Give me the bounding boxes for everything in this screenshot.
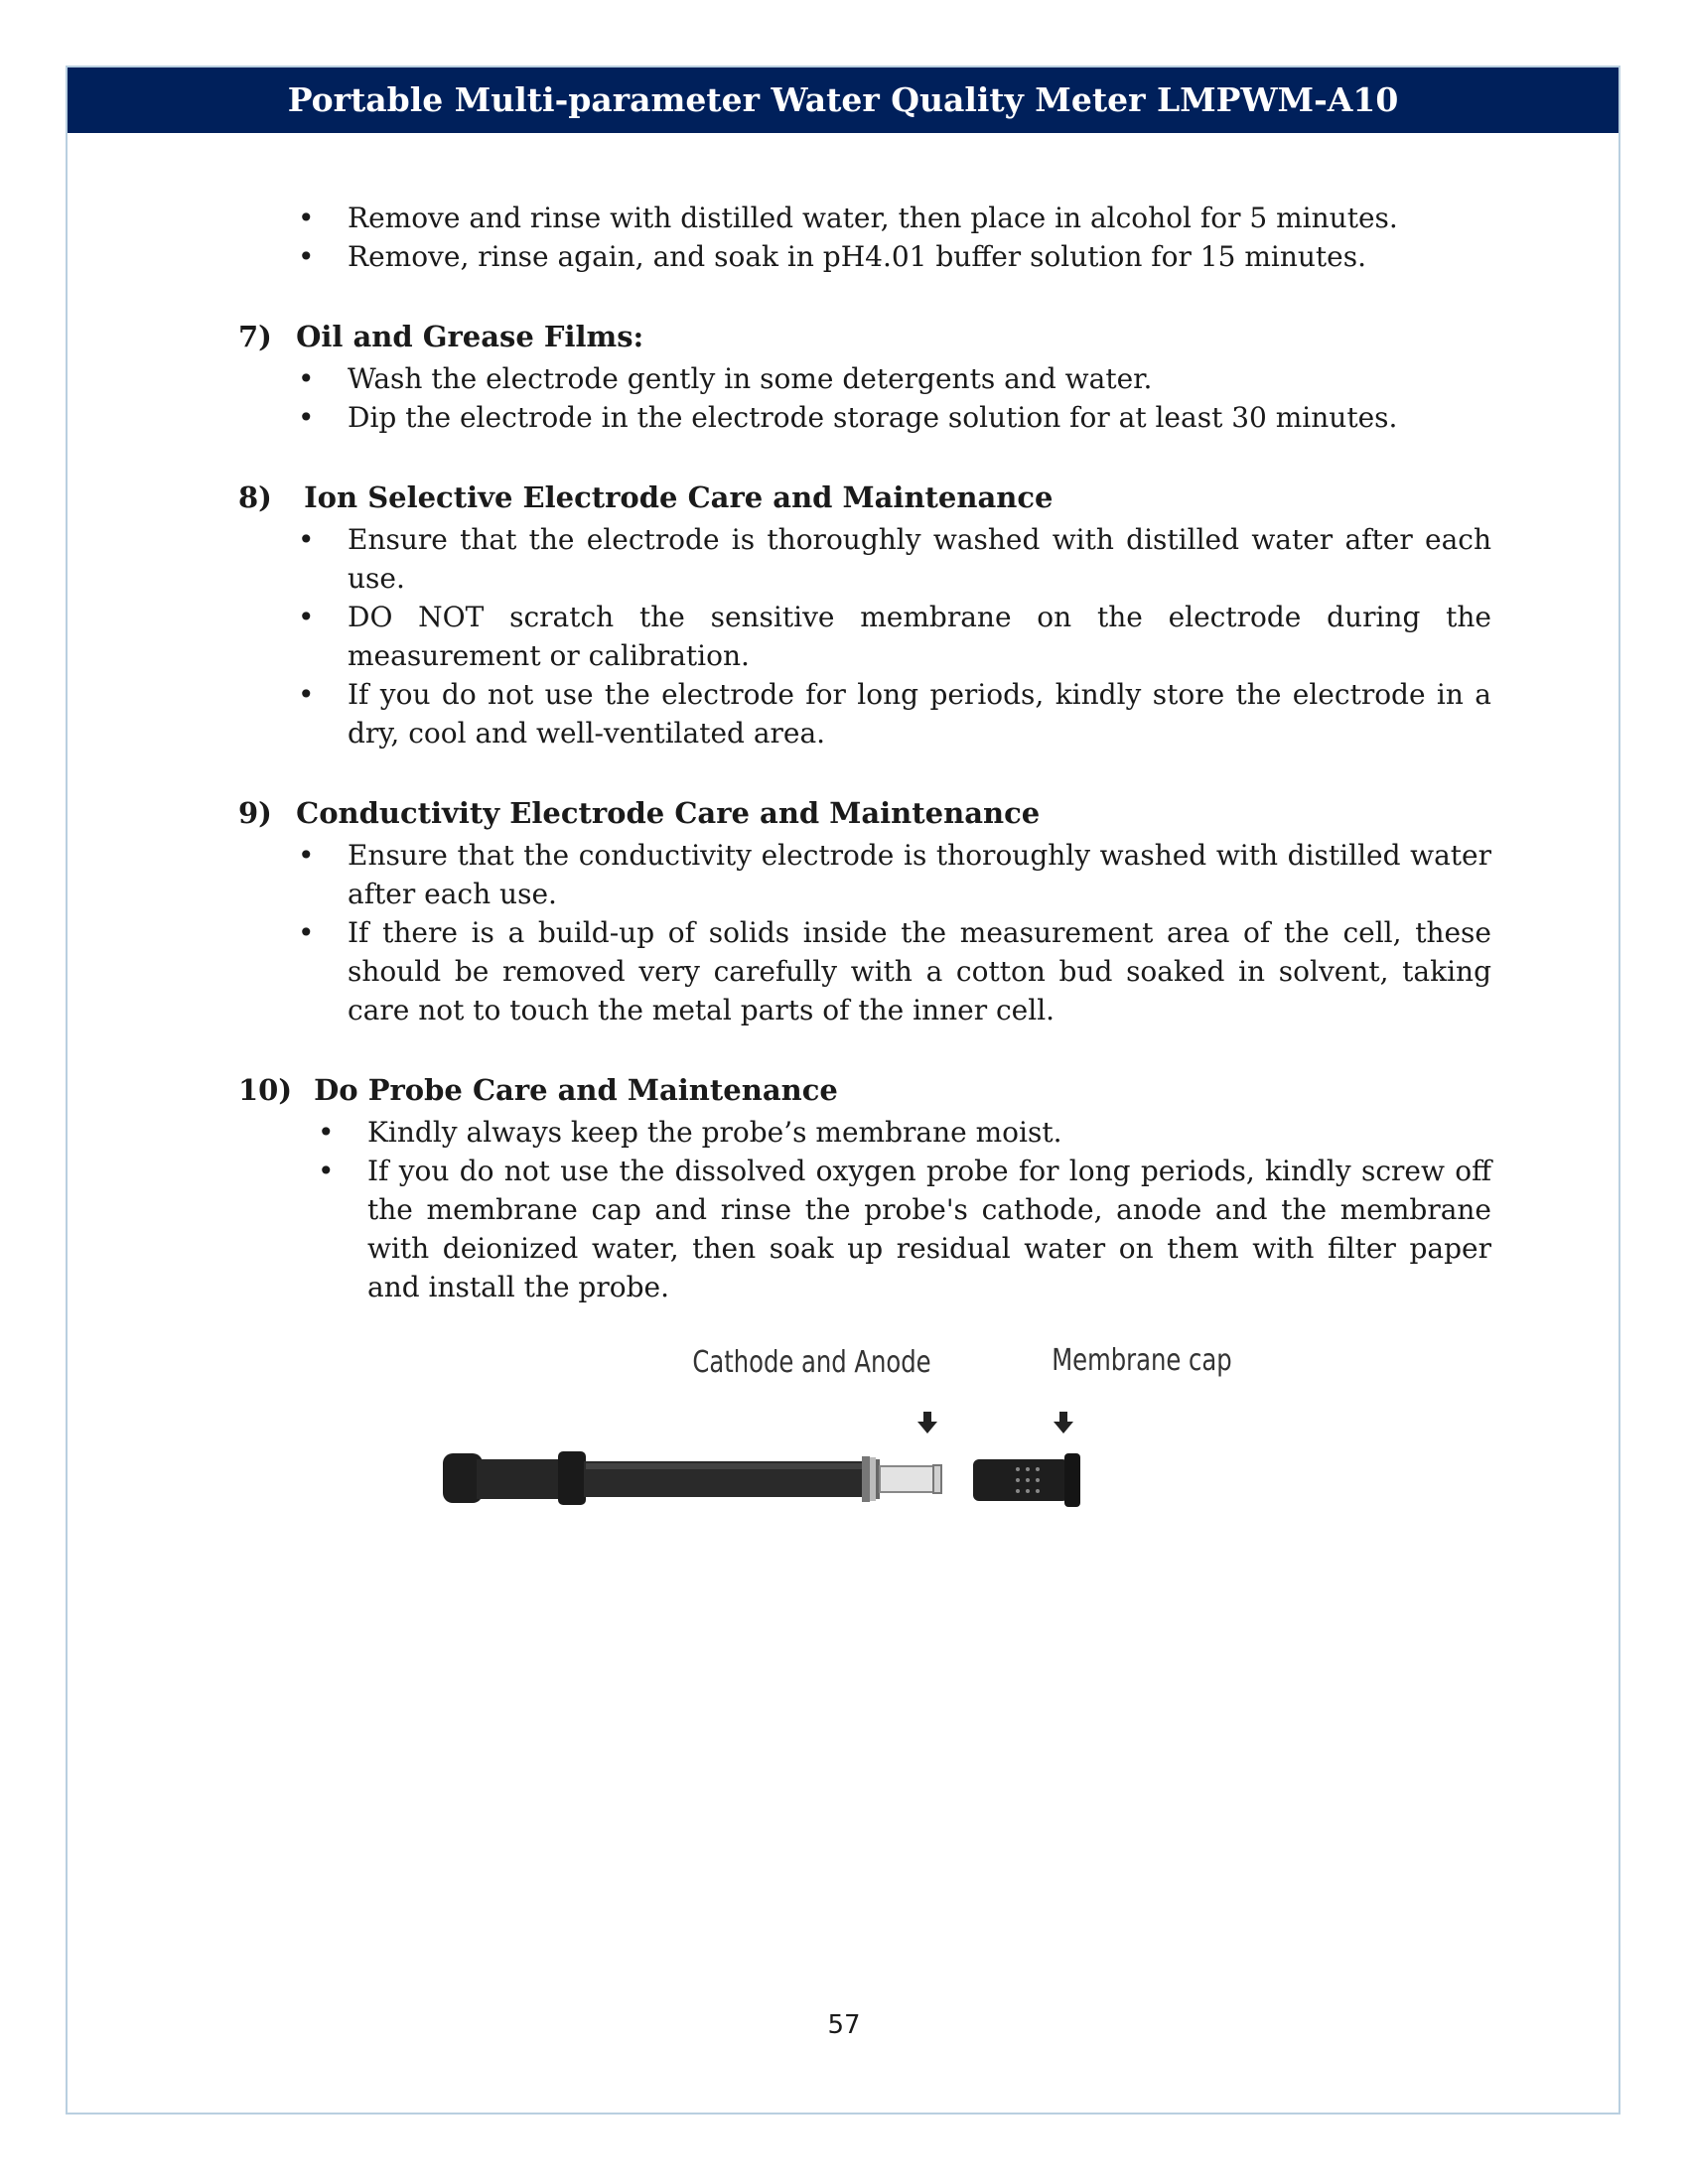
section-7-bullet-list bbox=[238, 359, 1491, 437]
section-heading-8: 8) Ion Selective Electrode Care and Maintenance bbox=[238, 480, 1054, 514]
probe-figure bbox=[437, 1330, 1251, 1529]
section-9-bullet-list bbox=[238, 836, 1491, 1029]
bullet-icon: • bbox=[298, 678, 315, 711]
document-body bbox=[238, 199, 1491, 1306]
section-heading-10: 10) Do Probe Care and Maintenance bbox=[238, 1073, 838, 1107]
section-8-bullet-list bbox=[238, 520, 1491, 752]
membrane-cap bbox=[973, 1453, 1080, 1507]
list-item: • If you do not use the electrode for long periods, kindly store the electrode in a dry, cool and well-ventilated area. bbox=[238, 675, 1491, 752]
list-item: • Dip the electrode in the electrode storage solution for at least 30 minutes. bbox=[238, 398, 1491, 437]
section-10-bullet-list bbox=[238, 1113, 1491, 1306]
list-item: • If there is a build-up of solids inside the measurement area of the cell, these should be removed very carefully with a cotton bud soaked in solvent, taking care not to touch the metal parts of the inner cell. bbox=[238, 913, 1491, 1029]
list-item: • DO NOT scratch the sensitive membrane on the electrode during the measurement or calibration. bbox=[238, 598, 1491, 675]
bullet-icon: • bbox=[318, 1116, 335, 1149]
label-cathode-anode: Cathode and Anode bbox=[692, 1344, 931, 1380]
bullet-icon: • bbox=[298, 523, 315, 556]
list-item: • Kindly always keep the probe’s membrane moist. bbox=[238, 1113, 1491, 1152]
list-item: • Remove and rinse with distilled water, then place in alcohol for 5 minutes. bbox=[238, 199, 1491, 237]
label-membrane-cap: Membrane cap bbox=[1052, 1342, 1232, 1378]
page-number: 57 bbox=[827, 2010, 861, 2040]
bullet-icon: • bbox=[298, 202, 315, 234]
list-item: • Ensure that the conductivity electrode is thoroughly washed with distilled water after each use. bbox=[238, 836, 1491, 913]
list-item: • Wash the electrode gently in some detergents and water. bbox=[238, 359, 1491, 398]
bullet-icon: • bbox=[298, 401, 315, 434]
bullet-icon: • bbox=[298, 362, 315, 395]
list-item: • Ensure that the electrode is thoroughly washed with distilled water after each use. bbox=[238, 520, 1491, 598]
arrow-down-icon bbox=[1054, 1412, 1073, 1433]
bullet-icon: • bbox=[298, 839, 315, 872]
intro-bullet-list bbox=[238, 199, 1491, 276]
bullet-icon: • bbox=[298, 916, 315, 949]
list-item: • If you do not use the dissolved oxygen probe for long periods, kindly screw off the membrane cap and rinse the probe's cathode, anode and the membrane with deionized water, then soak up residual water on them with filter paper and install the probe. bbox=[238, 1152, 1491, 1306]
bullet-icon: • bbox=[318, 1155, 335, 1187]
do-probe-illustration bbox=[437, 1330, 1251, 1529]
section-heading-7: 7) Oil and Grease Films: bbox=[238, 320, 644, 353]
arrow-down-icon bbox=[917, 1412, 937, 1433]
page-header: Portable Multi-parameter Water Quality Meter LMPWM-A10 bbox=[68, 68, 1618, 133]
list-item: • Remove, rinse again, and soak in pH4.01 buffer solution for 15 minutes. bbox=[238, 237, 1491, 276]
bullet-icon: • bbox=[298, 601, 315, 633]
probe-body bbox=[443, 1451, 941, 1505]
section-heading-9: 9) Conductivity Electrode Care and Maintenance bbox=[238, 796, 1041, 830]
bullet-icon: • bbox=[298, 240, 315, 273]
